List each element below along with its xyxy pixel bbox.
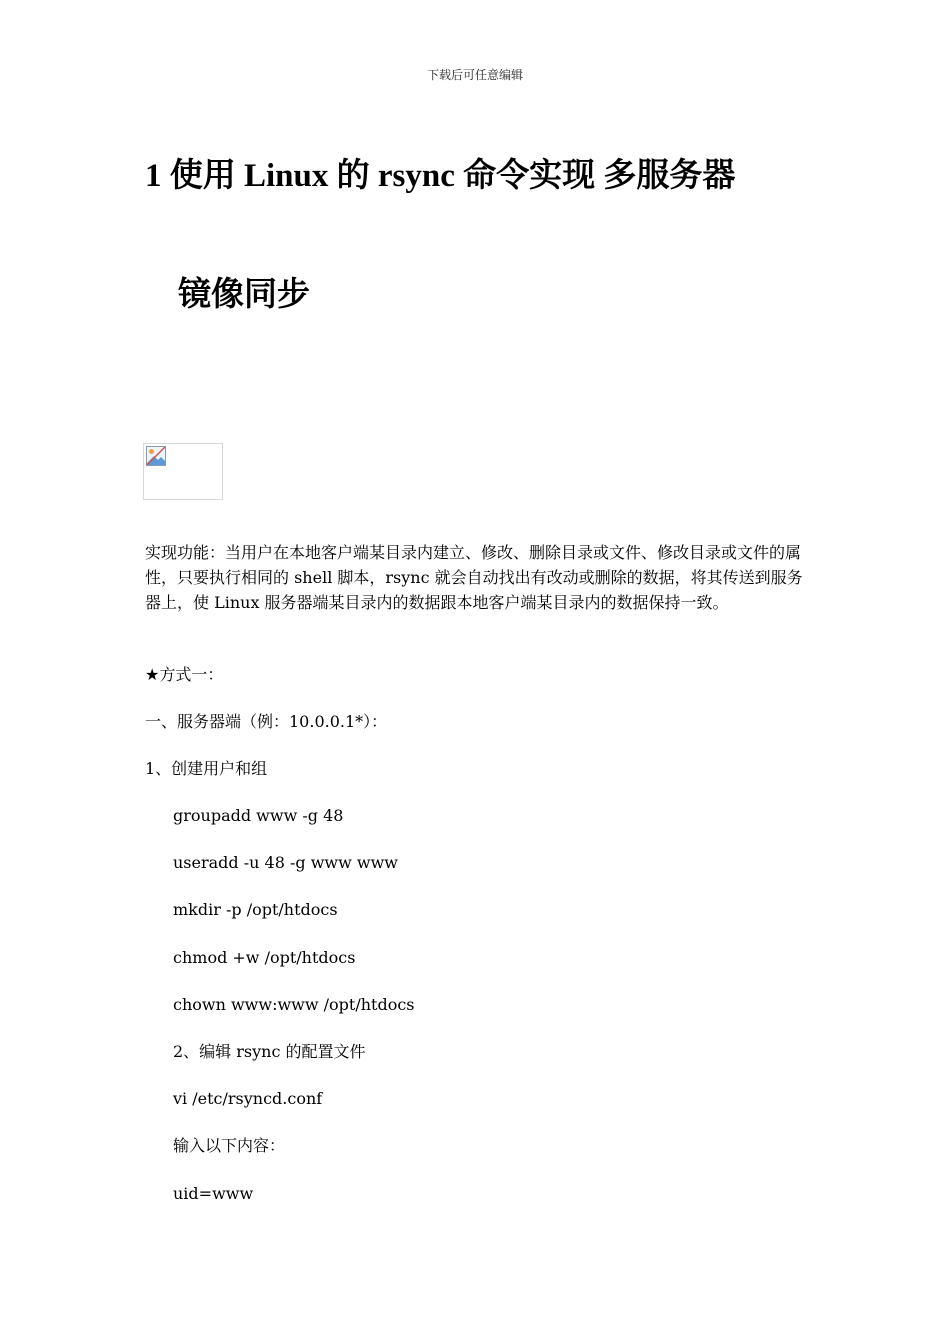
input-label: 输入以下内容： bbox=[173, 1136, 286, 1155]
command-line: chmod +w /opt/htdocs bbox=[173, 948, 356, 967]
intro-paragraph: 实现功能：当用户在本地客户端某目录内建立、修改、删除目录或文件、修改目录或文件的属性，只要执行相同的 shell 脚本，rsync 就会自动找出有改动或删除的数据，将其传送到服务器上，使 Linux 服务器端某目录内的数据跟本地客户端某目录内的数据保持一致。 bbox=[145, 543, 803, 612]
method-label: 方式一： bbox=[159, 665, 224, 684]
broken-image-icon bbox=[146, 446, 166, 466]
command-line: groupadd www -g 48 bbox=[173, 806, 344, 825]
star-icon: ★ bbox=[145, 665, 160, 684]
document-title-line-1: 1 使用 Linux 的 rsync 命令实现 多服务器 bbox=[145, 158, 736, 194]
step-2-heading: 2、编辑 rsync 的配置文件 bbox=[173, 1042, 366, 1061]
config-line: uid=www bbox=[173, 1184, 254, 1203]
command-line: useradd -u 48 -g www www bbox=[173, 853, 398, 872]
method-heading bbox=[145, 665, 223, 685]
server-heading: 一、服务器端（例：10.0.0.1*）： bbox=[145, 712, 388, 731]
broken-image-placeholder bbox=[143, 443, 223, 500]
document-title-line-2: 镜像同步 bbox=[178, 277, 310, 313]
step-1-heading: 1、创建用户和组 bbox=[145, 759, 268, 778]
page-header: 下载后可任意编辑 bbox=[426, 68, 523, 82]
command-line: chown www:www /opt/htdocs bbox=[173, 995, 415, 1014]
config-command: vi /etc/rsyncd.conf bbox=[173, 1089, 323, 1108]
command-line: mkdir -p /opt/htdocs bbox=[173, 900, 338, 919]
